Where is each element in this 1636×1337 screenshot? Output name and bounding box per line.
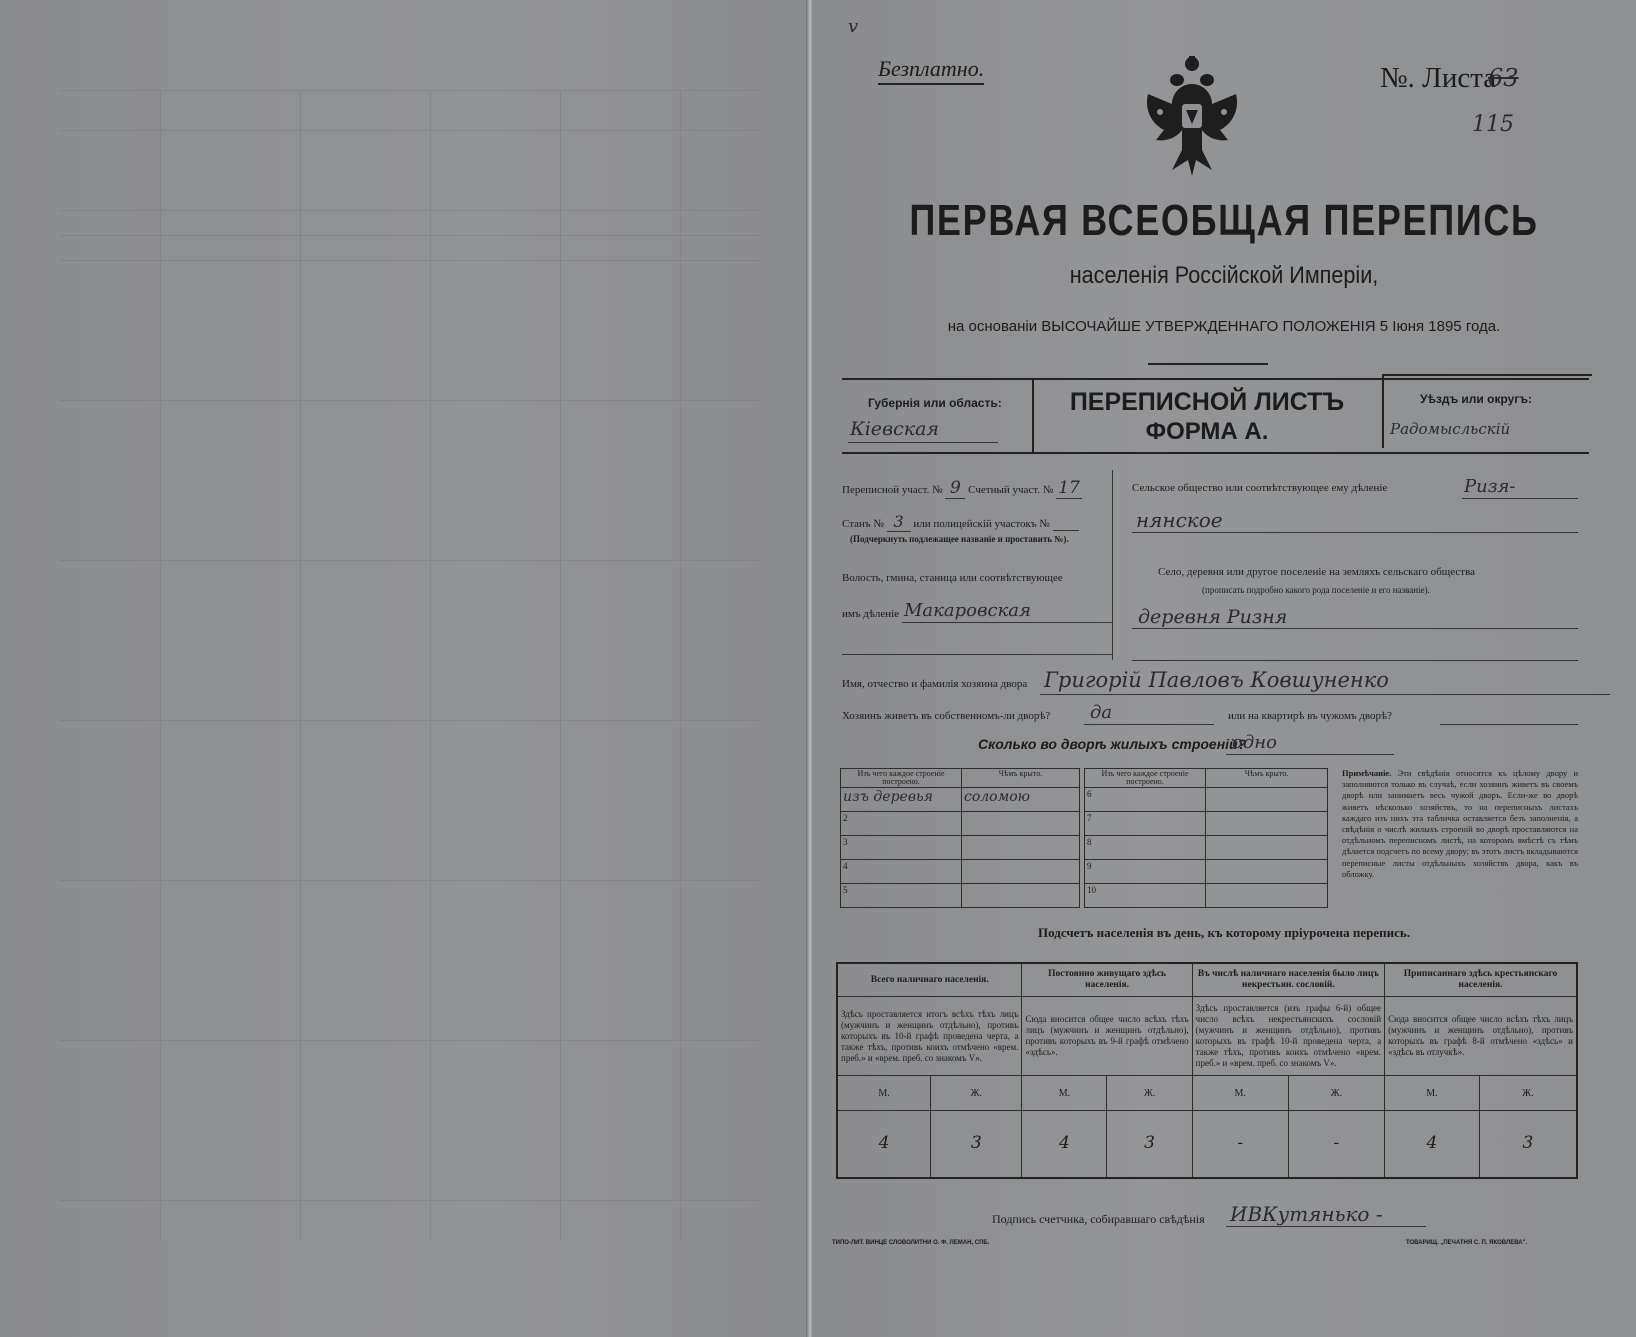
signature-label: Подпись счетчика, собиравшаго свѣдѣнія <box>992 1212 1205 1226</box>
table-row <box>841 812 1080 836</box>
row-number: 6 <box>1085 788 1206 812</box>
row-number: 8 <box>1085 836 1206 860</box>
own-yard-value: да <box>1090 702 1113 723</box>
form-type: ФОРМА А. <box>1145 418 1269 445</box>
society-label: Сельское общество или соотвѣтствующее ему дѣленіе <box>1132 482 1388 494</box>
rented-label: или на квартирѣ въ чужомъ дворѣ? <box>1228 710 1392 722</box>
sheet-number-new: 115 <box>1472 112 1514 137</box>
volost-label: Волость, гмина, станица или соотвѣтствующее <box>842 572 1063 584</box>
county-label: Уѣздъ или округъ: <box>1420 392 1533 406</box>
col-permanent-title: Постоянно живущаго здѣсь населенія. <box>1022 963 1192 997</box>
roof-value: соломою <box>964 789 1030 805</box>
col-nonpeasant-title: Въ числѣ наличнаго населенія было лицъ некрестьян. сословій. <box>1192 963 1384 997</box>
note-block <box>1342 768 1578 880</box>
census-district-label: Переписной участ. № <box>842 484 943 496</box>
registered-male-value: 4 <box>1426 1132 1438 1153</box>
form-header-box <box>842 378 1589 454</box>
province-value: Кіевская <box>850 418 939 440</box>
table-row <box>841 788 1080 812</box>
society-value-1: Ризя- <box>1464 476 1516 497</box>
sheet-number-label: №. Листа <box>1380 62 1497 94</box>
underline-note: (Подчеркнуть подлежащее названіе и проставить №). <box>850 534 1069 544</box>
note-title: Примѣчаніе. <box>1342 768 1392 778</box>
row-number: 7 <box>1085 812 1206 836</box>
stan-value: 3 <box>887 512 911 532</box>
county-cell <box>1382 374 1592 448</box>
stan-label: Станъ № <box>842 518 884 530</box>
imperial-eagle-emblem <box>1142 54 1242 182</box>
row-number: 3 <box>841 836 962 860</box>
census-title: ПЕРВАЯ ВСЕОБЩАЯ ПЕРЕПИСЬ <box>909 196 1539 245</box>
form-title: ПЕРЕПИСНОЙ ЛИСТЪ <box>1069 388 1345 416</box>
col-registered-desc: Сюда вносится общее число всѣхъ тѣхъ лицъ (мужчинъ и женщинъ отдѣльно), противъ которыхъ въ графѣ 8-й отмѣчено «здѣсь» и «здѣсь въ отлучкѣ». <box>1385 997 1577 1076</box>
population-table <box>836 962 1578 1179</box>
col-registered-title: Приписаннаго здѣсь крестьянскаго населенія. <box>1385 963 1577 997</box>
col-total-title: Всего наличнаго населенія. <box>837 963 1022 997</box>
row-number: 2 <box>841 812 962 836</box>
village-value: деревня Ризня <box>1138 606 1288 628</box>
ornamental-divider <box>1148 363 1268 365</box>
column-divider <box>1112 470 1113 660</box>
female-header: Ж. <box>1107 1076 1192 1111</box>
enumerator-signature: ИВКутянько - <box>1230 1202 1383 1226</box>
roof-header: Чѣмъ крыто. <box>1206 769 1328 788</box>
row-number: 10 <box>1085 884 1206 908</box>
note-text: Эти свѣдѣнія относятся къ цѣлому двору и заполняются только въ случаѣ, если хозяинъ живетъ въ своемъ дворѣ или занимаетъ весь чужой дворъ. Если-же во дворѣ живетъ нѣсколько хозяйствъ, то на переписныхъ листахъ каждаго изъ нихъ эта табличка оставляется безъ заполненія, а свѣдѣнія о числѣ жилыхъ строеній во дворѣ проставляются на отдѣльномъ переписномъ листѣ, на которомъ вмѣстѣ съ тѣмъ дѣлается подсчетъ по всему двору; въ этотъ листъ вкладываются переписные листы отдѣльныхъ хозяйствъ двора, какъ въ обложку. <box>1342 768 1579 879</box>
county-value: Радомысльскій <box>1390 420 1511 438</box>
volost-value: Макаровская <box>904 600 1031 621</box>
printer-imprint-right: ТОВАРИЩ. „ПЕЧАТНЯ С. П. ЯКОВЛЕВА". <box>1406 1240 1528 1246</box>
village-label: Село, деревня или другое поселеніе на земляхъ сельскаго общества <box>1158 566 1476 578</box>
col-nonpeasant-desc: Здѣсь проставляется (изъ графы 6-й) общее число всѣхъ некрестьянскихъ сословій (мужчинъ и женщинъ отдѣльно), противъ которыхъ въ графѣ 10-й проведена черта, а также тѣхъ, противъ коихъ отмѣчено «врем. преб.» и «врем. преб. со знакомъ V». <box>1192 997 1384 1076</box>
total-female-value: 3 <box>970 1132 982 1153</box>
nonpeasant-male-value: - <box>1237 1132 1244 1153</box>
table-row <box>1085 884 1328 908</box>
table-row <box>1085 812 1328 836</box>
population-heading: Подсчетъ населенія въ день, къ которому пріурочена перепись. <box>1038 925 1410 940</box>
bleed-through-grid <box>0 0 810 1337</box>
census-subtitle: населенія Россійской Имперіи, <box>1069 262 1379 289</box>
society-value-2: нянское <box>1136 508 1223 532</box>
census-district-field <box>842 478 1082 499</box>
table-row <box>1085 860 1328 884</box>
stan-field <box>842 512 1079 532</box>
printer-imprint-left: ТИПО-ЛИТ. ВИНЦЕ СЛОВОЛИТНИ О. Ф. ЛЕМАН, СПБ. <box>832 1240 990 1246</box>
col-total-desc: Здѣсь проставляется итогъ всѣхъ тѣхъ лицъ (мужчинъ и женщинъ отдѣльно), противъ которыхъ въ 10-й графѣ проведена черта, а также тѣхъ, противъ коихъ отмѣчено «врем. преб.» и «врем. преб. со знакомъ V». <box>837 997 1022 1076</box>
roof-header: Чѣмъ крыто. <box>962 769 1080 788</box>
male-header: М. <box>1385 1076 1480 1111</box>
table-row <box>841 836 1080 860</box>
row-number: 9 <box>1085 860 1206 884</box>
check-mark: v <box>848 16 859 37</box>
free-mark: Безплатно. <box>878 56 984 85</box>
buildings-label: Сколько во дворѣ жилыхъ строеній? <box>978 736 1247 752</box>
total-male-value: 4 <box>878 1132 890 1153</box>
volost-label-2: имъ дѣленіе <box>842 608 900 620</box>
permanent-male-value: 4 <box>1059 1132 1070 1153</box>
row-number: 4 <box>841 860 962 884</box>
male-header: М. <box>837 1076 931 1111</box>
police-district-label: или полицейскій участокъ № <box>913 518 1050 530</box>
female-header: Ж. <box>1479 1076 1577 1111</box>
material-header: Изъ чего каждое строеніе построено. <box>841 769 962 788</box>
owner-label: Имя, отчество и фамилія хозяина двора <box>842 678 1028 690</box>
count-district-label: Счетный участ. № <box>968 484 1054 496</box>
col-permanent-desc: Сюда вносится общее число всѣхъ тѣхъ лицъ (мужчинъ и женщинъ отдѣльно), противъ которыхъ въ 9-й графѣ отмѣчено «здѣсь». <box>1022 997 1192 1076</box>
village-note: (прописать подробно какого рода поселеніе и его названіе). <box>1202 585 1430 595</box>
table-row <box>1085 788 1328 812</box>
sheet-number-crossed: 63 <box>1488 64 1519 92</box>
buildings-table-left <box>840 768 1080 908</box>
owner-name-value: Григорій Павловъ Ковшуненко <box>1044 668 1389 692</box>
female-header: Ж. <box>1288 1076 1384 1111</box>
left-page-blank <box>0 0 810 1337</box>
registered-female-value: 3 <box>1522 1132 1534 1153</box>
row-number: 5 <box>841 884 962 908</box>
table-row <box>1085 836 1328 860</box>
buildings-value: одно <box>1232 732 1277 753</box>
permanent-female-value: 3 <box>1144 1132 1155 1153</box>
male-header: М. <box>1022 1076 1107 1111</box>
census-form-page <box>812 0 1636 1337</box>
own-yard-label: Хозяинъ живетъ въ собственномъ-ли дворѣ? <box>842 710 1051 722</box>
material-header: Изъ чего каждое строеніе построено. <box>1085 769 1206 788</box>
province-cell <box>842 380 1034 452</box>
table-row <box>841 860 1080 884</box>
material-value: изъ деревья <box>843 789 933 805</box>
female-header: Ж. <box>931 1076 1022 1111</box>
male-header: М. <box>1192 1076 1288 1111</box>
province-label: Губернія или область: <box>868 396 1002 410</box>
table-row <box>841 884 1080 908</box>
census-district-value: 9 <box>945 478 965 499</box>
nonpeasant-female-value: - <box>1333 1132 1340 1153</box>
legal-basis-line: на основаніи ВЫСОЧАЙШЕ УТВЕРЖДЕННАГО ПОЛОЖЕНІЯ 5 Іюня 1895 года. <box>947 318 1501 335</box>
buildings-table-right <box>1084 768 1328 908</box>
count-district-value: 17 <box>1056 478 1082 499</box>
